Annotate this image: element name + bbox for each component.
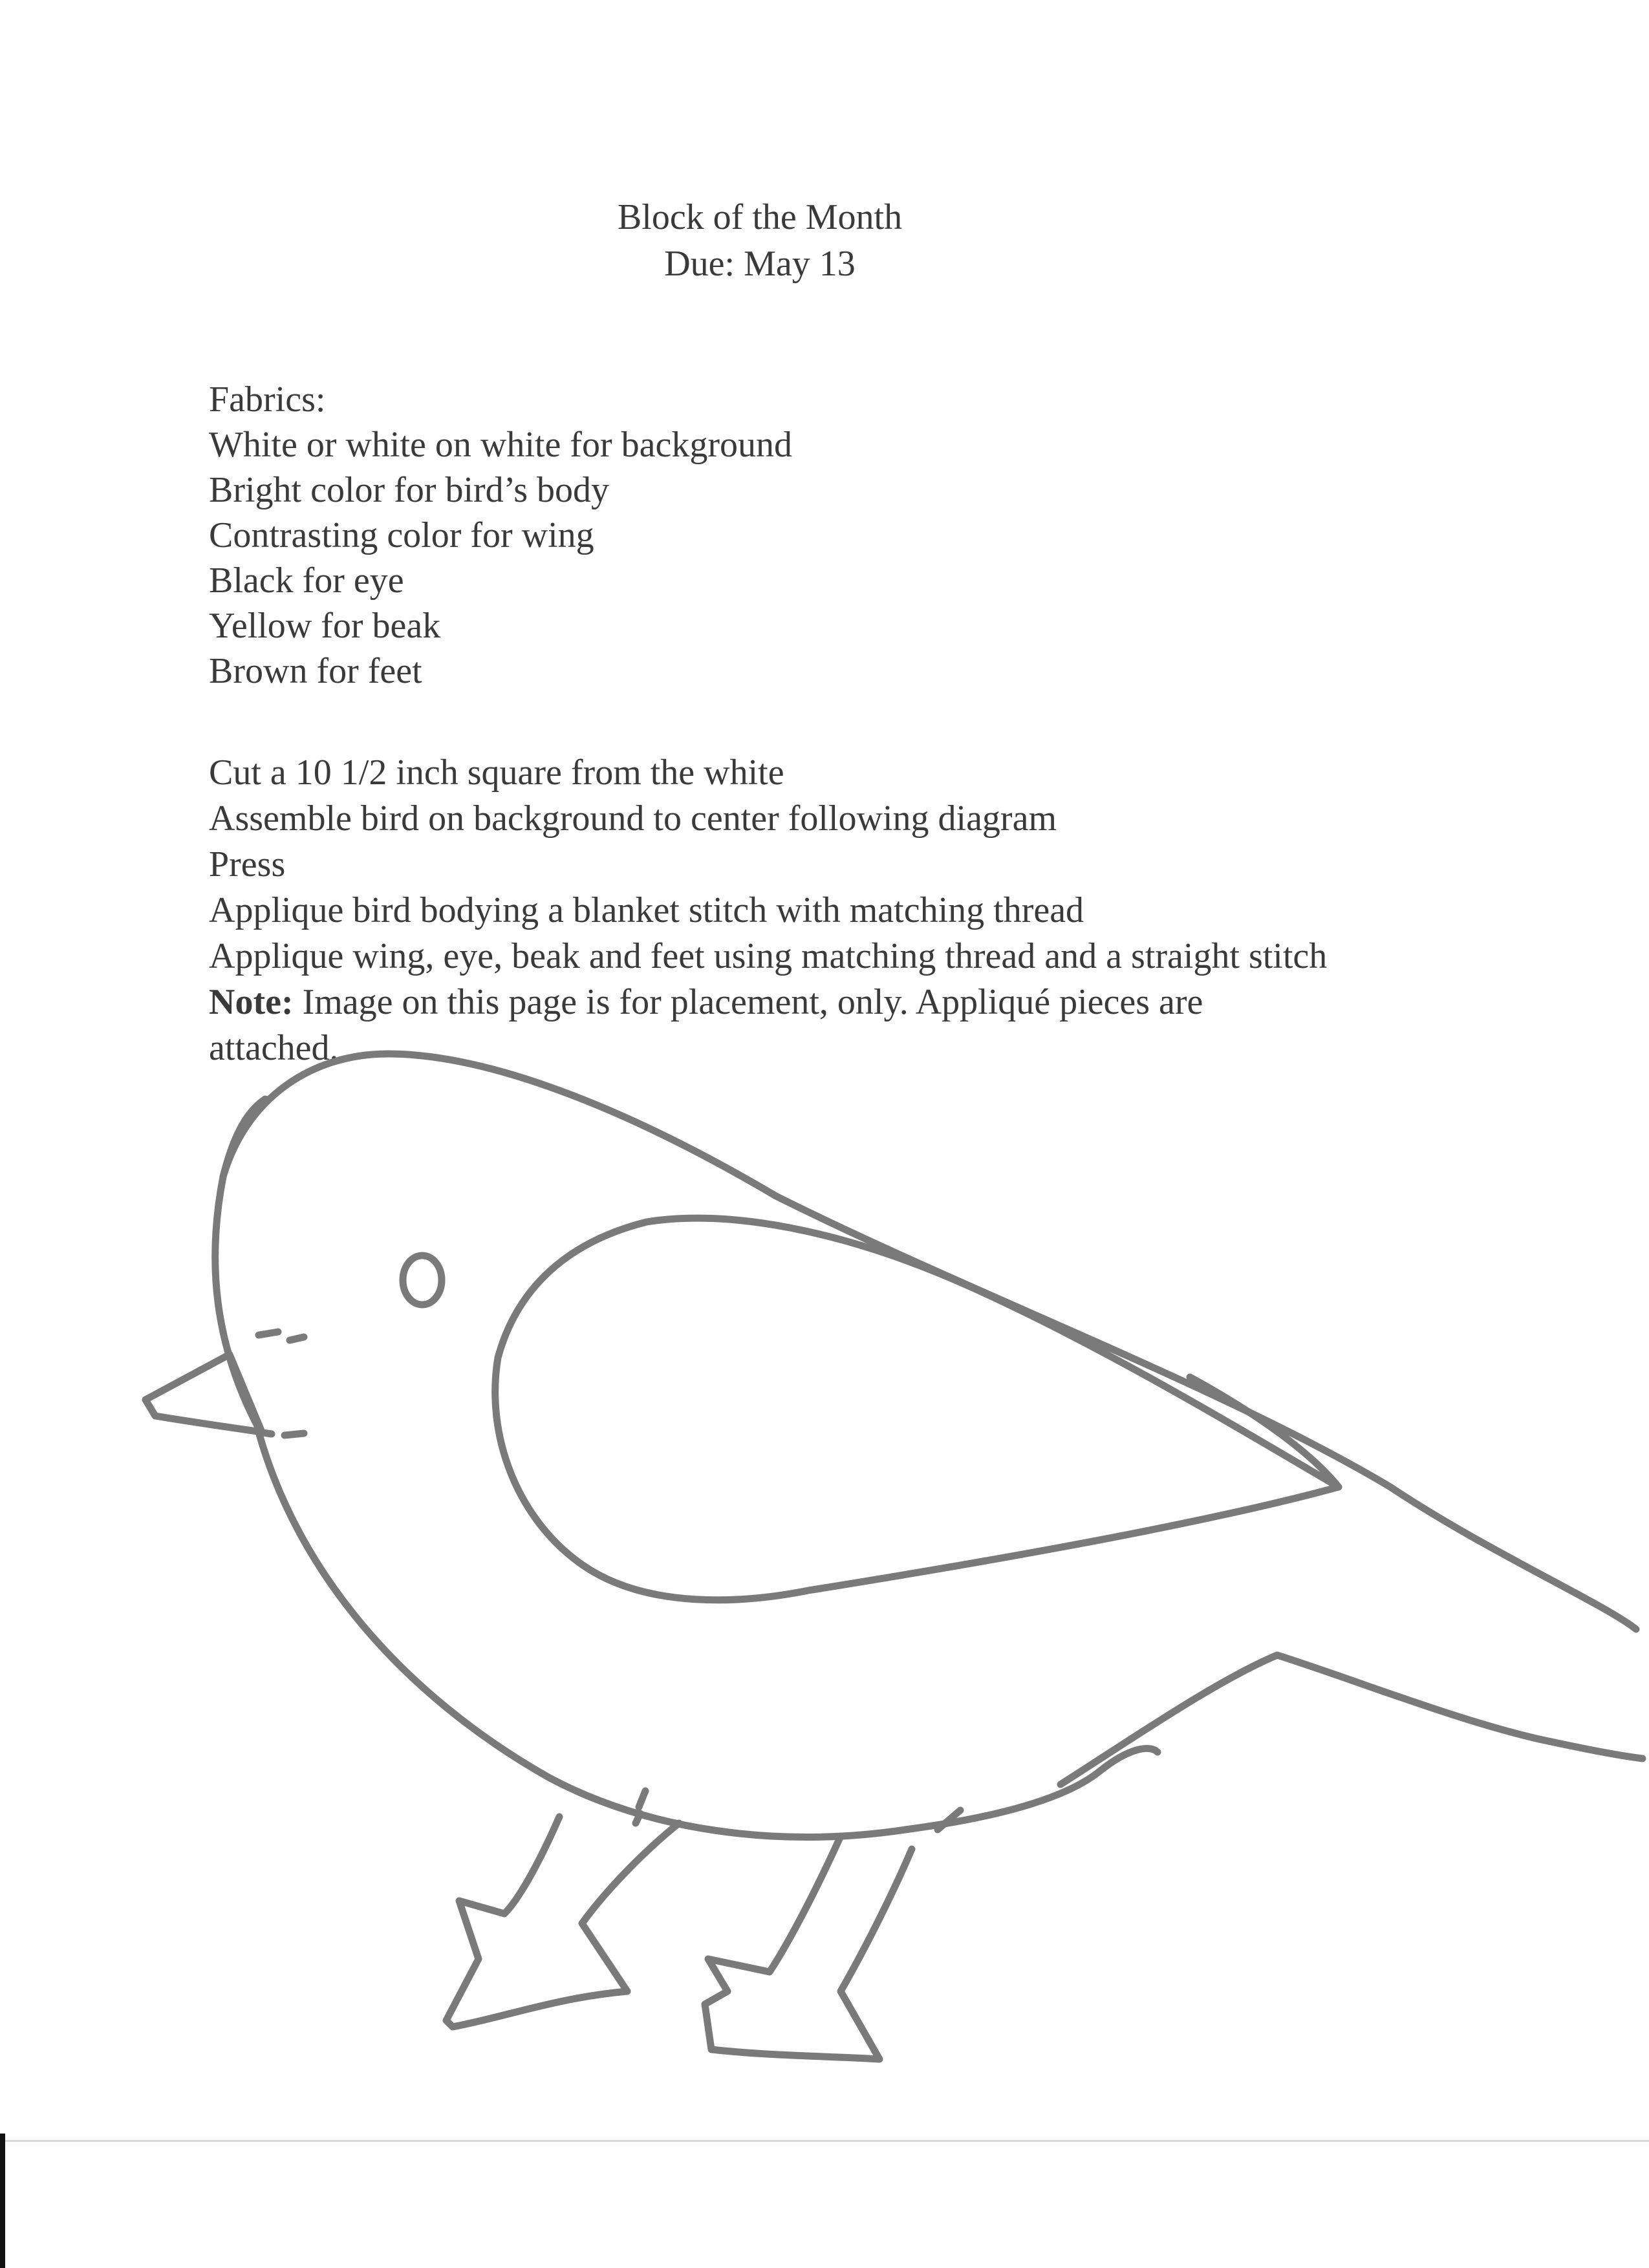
scan-bar — [0, 2134, 5, 2268]
note-text: Image on this page is for placement, only. Appliqué pieces are — [293, 982, 1203, 1022]
note-line — [209, 979, 1327, 1025]
title-block — [0, 194, 1649, 287]
fabric-item: Brown for feet — [209, 651, 422, 691]
instructions-list — [209, 750, 1327, 1071]
bird-eye-outline — [403, 1256, 442, 1305]
bird-head-seam — [259, 1332, 304, 1435]
bird-right-foot-outline — [705, 1836, 912, 2059]
bird-tail-outline — [1061, 1655, 1643, 1784]
bird-wing-outline — [495, 1218, 1339, 1600]
instruction-step: Press — [209, 844, 286, 884]
bird-beak-outline — [146, 1354, 262, 1432]
bird-belly-outline — [259, 1432, 1158, 1837]
fabric-item: Bright color for bird’s body — [209, 470, 610, 510]
fabric-item: Yellow for beak — [209, 606, 441, 646]
bird-head-outline — [223, 1099, 265, 1177]
scan-edge — [0, 2140, 1649, 2142]
leg-dash-right — [938, 1810, 960, 1830]
bird-wing-edge — [1190, 1377, 1339, 1487]
instruction-step: Applique wing, eye, beak and feet using matching thread and a straight stitch — [209, 936, 1328, 976]
instruction-step: Applique bird bodying a blanket stitch with matching thread — [209, 890, 1084, 930]
fabrics-heading: Fabrics: — [209, 380, 326, 420]
instruction-step: Cut a 10 1/2 inch square from the white — [209, 753, 784, 793]
leg-dash-left — [636, 1791, 645, 1823]
page-title: Block of the Month — [617, 197, 903, 237]
bird-body-outline — [215, 1054, 1636, 1629]
note-text-continued: attached. — [209, 1028, 339, 1068]
fabrics-list — [209, 377, 792, 694]
fabric-item: White or white on white for background — [209, 425, 792, 465]
instruction-step: Assemble bird on background to center following diagram — [209, 798, 1057, 839]
bird-left-foot-outline — [446, 1817, 679, 2027]
due-date: Due: May 13 — [664, 244, 856, 284]
fabric-item: Black for eye — [209, 561, 404, 601]
note-label: Note: — [209, 982, 294, 1022]
fabric-item: Contrasting color for wing — [209, 515, 594, 555]
